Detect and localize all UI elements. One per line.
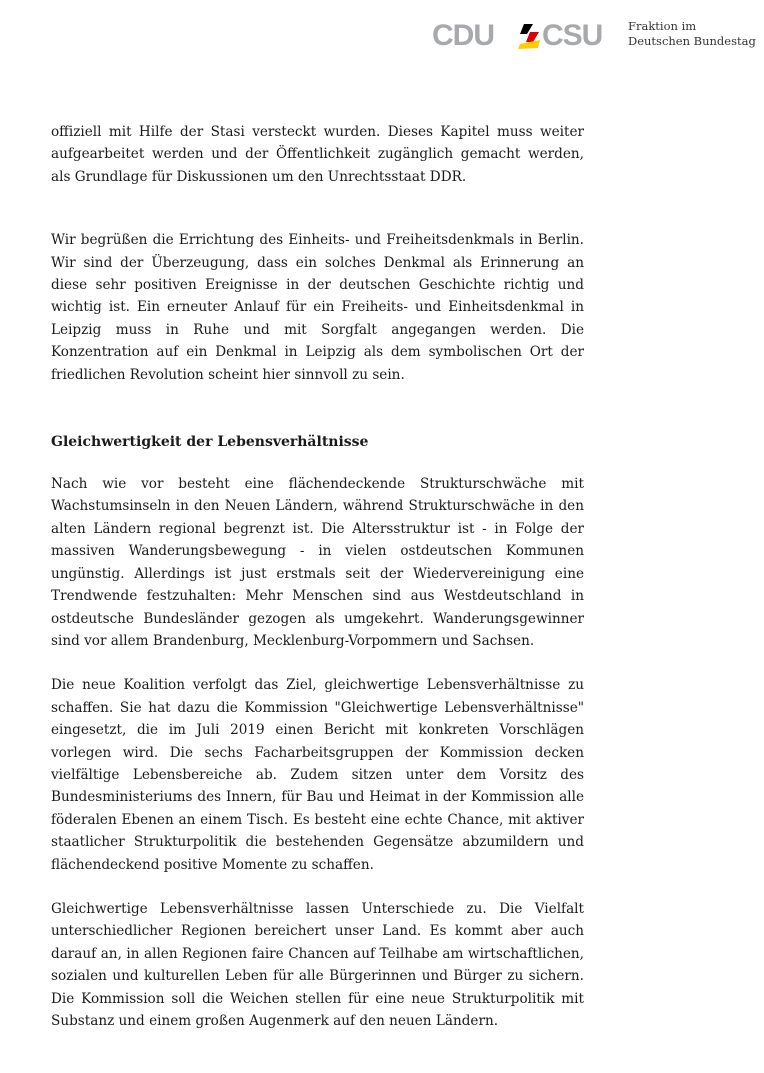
fraktion-line-2: Deutschen Bundestag bbox=[628, 34, 756, 48]
fraktion-line-1: Fraktion im bbox=[628, 19, 697, 33]
paragraph-stasi: offiziell mit Hilfe der Stasi versteckt wurden. Dieses Kapitel muss weiter aufgearbeitet werden und der Öffentlichkeit zugänglich gemacht werden, als Grundlage für Diskussionen um den Unrechtsstaat DDR. bbox=[51, 124, 584, 185]
fraktion-label bbox=[628, 19, 756, 49]
paragraph-koalition: Die neue Koalition verfolgt das Ziel, gleichwertige Lebensverhältnisse zu schaffen. Sie hat dazu die Kommission "Gleichwertige Lebensverhältnisse" eingesetzt, die im Juli 2019 einen Bericht mit konkreten Vorschlägen vorlegen wird. Die sechs Facharbeitsgruppen der Kommission decken vielfältige Lebensbereiche ab. Zudem sitzen unter dem Vorsitz des Bundesministeriums des Innern, für Bau und Heimat in der Kommission alle föderalen Ebenen an einem Tisch. Es besteht eine echte Chance, mit aktiver staatlicher Strukturpolitik die bestehenden Gegensätze abzumildern und flächendeckend positive Momente zu schaffen. bbox=[51, 677, 584, 873]
logo-csu-text: CSU bbox=[542, 19, 603, 52]
flag-swoosh-icon bbox=[518, 22, 542, 50]
paragraph-strukturschwaeche: Nach wie vor besteht eine flächendeckende Strukturschwäche mit Wachstumsinseln in den Neuen Ländern, während Strukturschwäche in den alten Ländern regional begrenzt ist. Die Altersstruktur ist - in Folge der massiven Wanderungsbewegung - in vielen ostdeutschen Kommunen ungünstig. Allerdings ist just erstmals seit der Wiedervereinigung eine Trendwende festzuhalten: Mehr Menschen sind aus Westdeutschland in ostdeutsche Bundesländer gezogen als umgekehrt. Wanderungsgewinner sind vor allem Brandenburg, Mecklenburg-Vorpommern und Sachsen. bbox=[51, 476, 584, 649]
paragraph-denkmal: Wir begrüßen die Errichtung des Einheits- und Freiheitsdenkmals in Berlin. Wir sind der Überzeugung, dass ein solches Denkmal als Erinnerung an diese sehr positiven Ereignisse in der deutschen Geschichte richtig und wichtig ist. Ein erneuter Anlauf für ein Freiheits- und Einheitsdenkmal in Leipzig muss in Ruhe und mit Sorgfalt angegangen werden. Die Konzentration auf ein Denkmal in Leipzig als dem symbolischen Ort der friedlichen Revolution scheint hier sinnvoll zu sein. bbox=[51, 232, 584, 383]
document-body bbox=[51, 121, 584, 1032]
paragraph-unterschiede: Gleichwertige Lebensverhältnisse lassen Unterschiede zu. Die Vielfalt unterschiedlicher Regionen bereichert unser Land. Es kommt aber auch darauf an, in allen Regionen faire Chancen auf Teilhabe am wirtschaftlichen, sozialen und kulturellen Leben für alle Bürgerinnen und Bürger zu sichern. Die Kommission soll die Weichen stellen für eine neue Strukturpolitik mit Substanz und einem großen Augenmerk auf den neuen Ländern. bbox=[51, 900, 584, 1029]
logo-cdu-text: CDU bbox=[432, 19, 494, 52]
cdu-csu-logo bbox=[432, 18, 622, 54]
section-heading: Gleichwertigkeit der Lebensverhältnisse bbox=[51, 434, 369, 451]
